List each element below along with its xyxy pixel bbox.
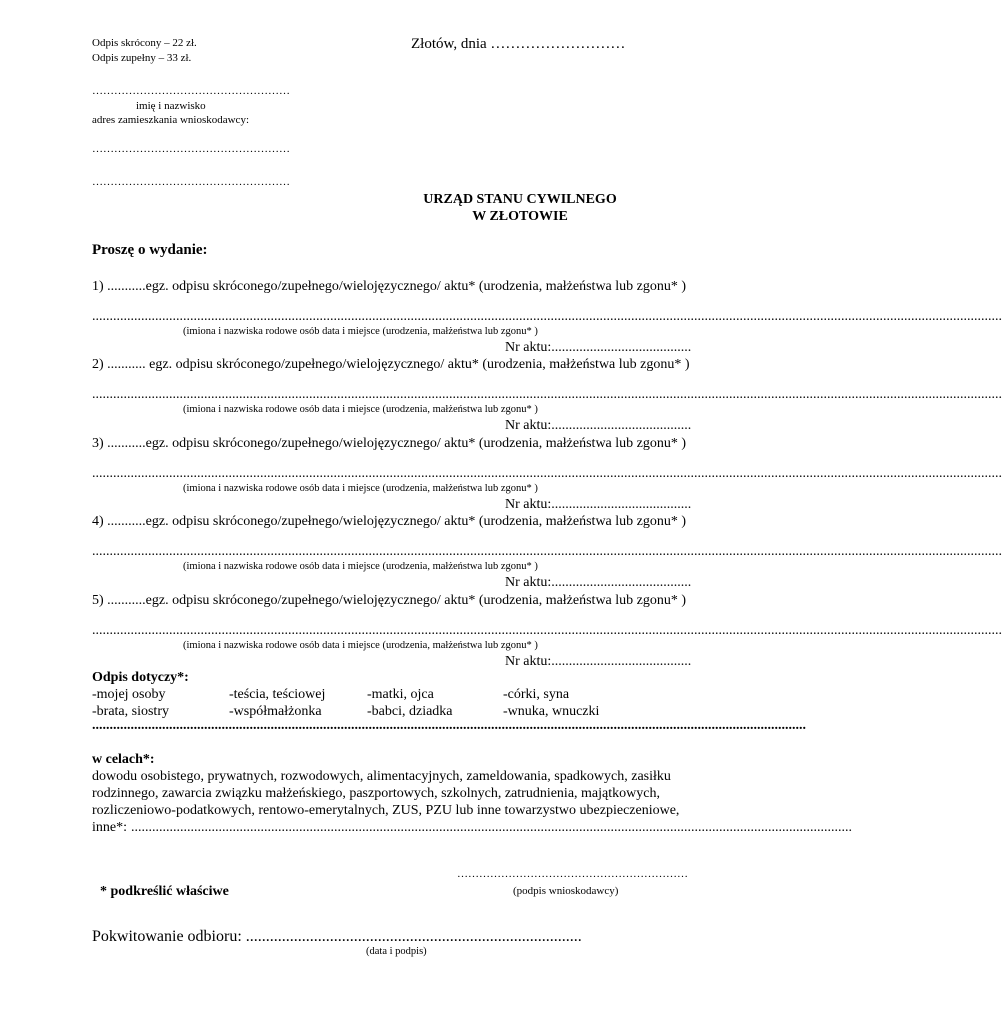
purpose-line-2: rodzinnego, zawarcia związku małżeńskiego, paszportowych, szkolnych, zatrudnienia, majątkowych,: [92, 786, 660, 801]
place-date-field[interactable]: Złotów, dnia ………………………: [411, 36, 626, 52]
request-act-number[interactable]: Nr aktu:........................................: [505, 575, 692, 590]
request-names-line[interactable]: ....................................................................................................................................................................................................................................................................: [92, 387, 1002, 402]
request-names-line[interactable]: ....................................................................................................................................................................................................................................................................: [92, 623, 1002, 638]
signature-label: (podpis wnioskodawcy): [513, 885, 619, 897]
relation-spouse[interactable]: -współmałżonka: [229, 704, 322, 719]
request-heading: Proszę o wydanie:: [92, 242, 208, 258]
request-names-line[interactable]: ....................................................................................................................................................................................................................................................................: [92, 544, 1002, 559]
request-line[interactable]: 5) ...........egz. odpisu skróconego/zupełnego/wielojęzycznego/ aktu* (urodzenia, małżeństwa lub zgonu* ): [92, 593, 687, 608]
request-names-label: (imiona i nazwiska rodowe osób data i miejsce (urodzenia, małżeństwa lub zgonu* ): [183, 561, 538, 572]
request-line[interactable]: 3) ...........egz. odpisu skróconego/zupełnego/wielojęzycznego/ aktu* (urodzenia, małżeństwa lub zgonu* ): [92, 436, 687, 451]
signature-line[interactable]: ………………………………………………………: [457, 868, 688, 880]
request-names-line[interactable]: ....................................................................................................................................................................................................................................................................: [92, 309, 1002, 324]
fee-short: Odpis skrócony – 22 zł.: [92, 37, 197, 49]
request-names-label: (imiona i nazwiska rodowe osób data i miejsce (urodzenia, małżeństwa lub zgonu* ): [183, 404, 538, 415]
relation-father-in-law[interactable]: -teścia, teściowej: [229, 687, 326, 702]
office-name-line-2: W ZŁOTOWIE: [472, 209, 568, 224]
request-act-number[interactable]: Nr aktu:........................................: [505, 340, 692, 355]
request-names-line[interactable]: ....................................................................................................................................................................................................................................................................: [92, 466, 1002, 481]
footnote: * podkreślić właściwe: [100, 884, 229, 899]
address-label: adres zamieszkania wnioskodawcy:: [92, 114, 249, 126]
relation-grandparent[interactable]: -babci, dziadka: [367, 704, 453, 719]
request-act-number[interactable]: Nr aktu:........................................: [505, 654, 692, 669]
purpose-other-line[interactable]: ..............................................................................................................................................................................................................: [131, 820, 852, 835]
receipt-field[interactable]: Pokwitowanie odbioru: ....................................................................................: [92, 928, 582, 945]
fee-full: Odpis zupełny – 33 zł.: [92, 52, 192, 64]
relation-other-line[interactable]: ............................................................................................................................................................................................................: [92, 718, 806, 733]
request-names-label: (imiona i nazwiska rodowe osób data i miejsce (urodzenia, małżeństwa lub zgonu* ): [183, 640, 538, 651]
address-line-2[interactable]: ………………………………………………: [92, 176, 290, 188]
purpose-heading: w celach*:: [92, 752, 155, 767]
purpose-line-3: rozliczeniowo-podatkowych, rentowo-emerytalnych, ZUS, PZU lub inne towarzystwo ubezpieczeniowe,: [92, 803, 680, 818]
office-name-line-1: URZĄD STANU CYWILNEGO: [423, 192, 617, 207]
receipt-sub-label: (data i podpis): [366, 946, 427, 957]
relation-daughter-son[interactable]: -córki, syna: [503, 687, 570, 702]
applicant-name-line[interactable]: ………………………………………………: [92, 85, 290, 97]
request-line[interactable]: 2) ........... egz. odpisu skróconego/zupełnego/wielojęzycznego/ aktu* (urodzenia, małżeństwa lub zgonu* ): [92, 357, 690, 372]
request-act-number[interactable]: Nr aktu:........................................: [505, 497, 692, 512]
address-line-1[interactable]: ………………………………………………: [92, 143, 290, 155]
applicant-name-label: imię i nazwisko: [136, 100, 206, 112]
request-line[interactable]: 4) ...........egz. odpisu skróconego/zupełnego/wielojęzycznego/ aktu* (urodzenia, małżeństwa lub zgonu* ): [92, 514, 687, 529]
purpose-other-label: inne*:: [92, 820, 131, 835]
relation-brother-sister[interactable]: -brata, siostry: [92, 704, 169, 719]
relation-mother-father[interactable]: -matki, ojca: [367, 687, 434, 702]
request-names-label: (imiona i nazwiska rodowe osób data i miejsce (urodzenia, małżeństwa lub zgonu* ): [183, 326, 538, 337]
request-line[interactable]: 1) ...........egz. odpisu skróconego/zupełnego/wielojęzycznego/ aktu* (urodzenia, małżeństwa lub zgonu* ): [92, 279, 687, 294]
request-names-label: (imiona i nazwiska rodowe osób data i miejsce (urodzenia, małżeństwa lub zgonu* ): [183, 483, 538, 494]
relation-self[interactable]: -mojej osoby: [92, 687, 166, 702]
relation-grandchild[interactable]: -wnuka, wnuczki: [503, 704, 600, 719]
purpose-line-1: dowodu osobistego, prywatnych, rozwodowych, alimentacyjnych, zameldowania, spadkowych, zasiłku: [92, 769, 671, 784]
request-act-number[interactable]: Nr aktu:........................................: [505, 418, 692, 433]
relation-heading: Odpis dotyczy*:: [92, 670, 189, 685]
